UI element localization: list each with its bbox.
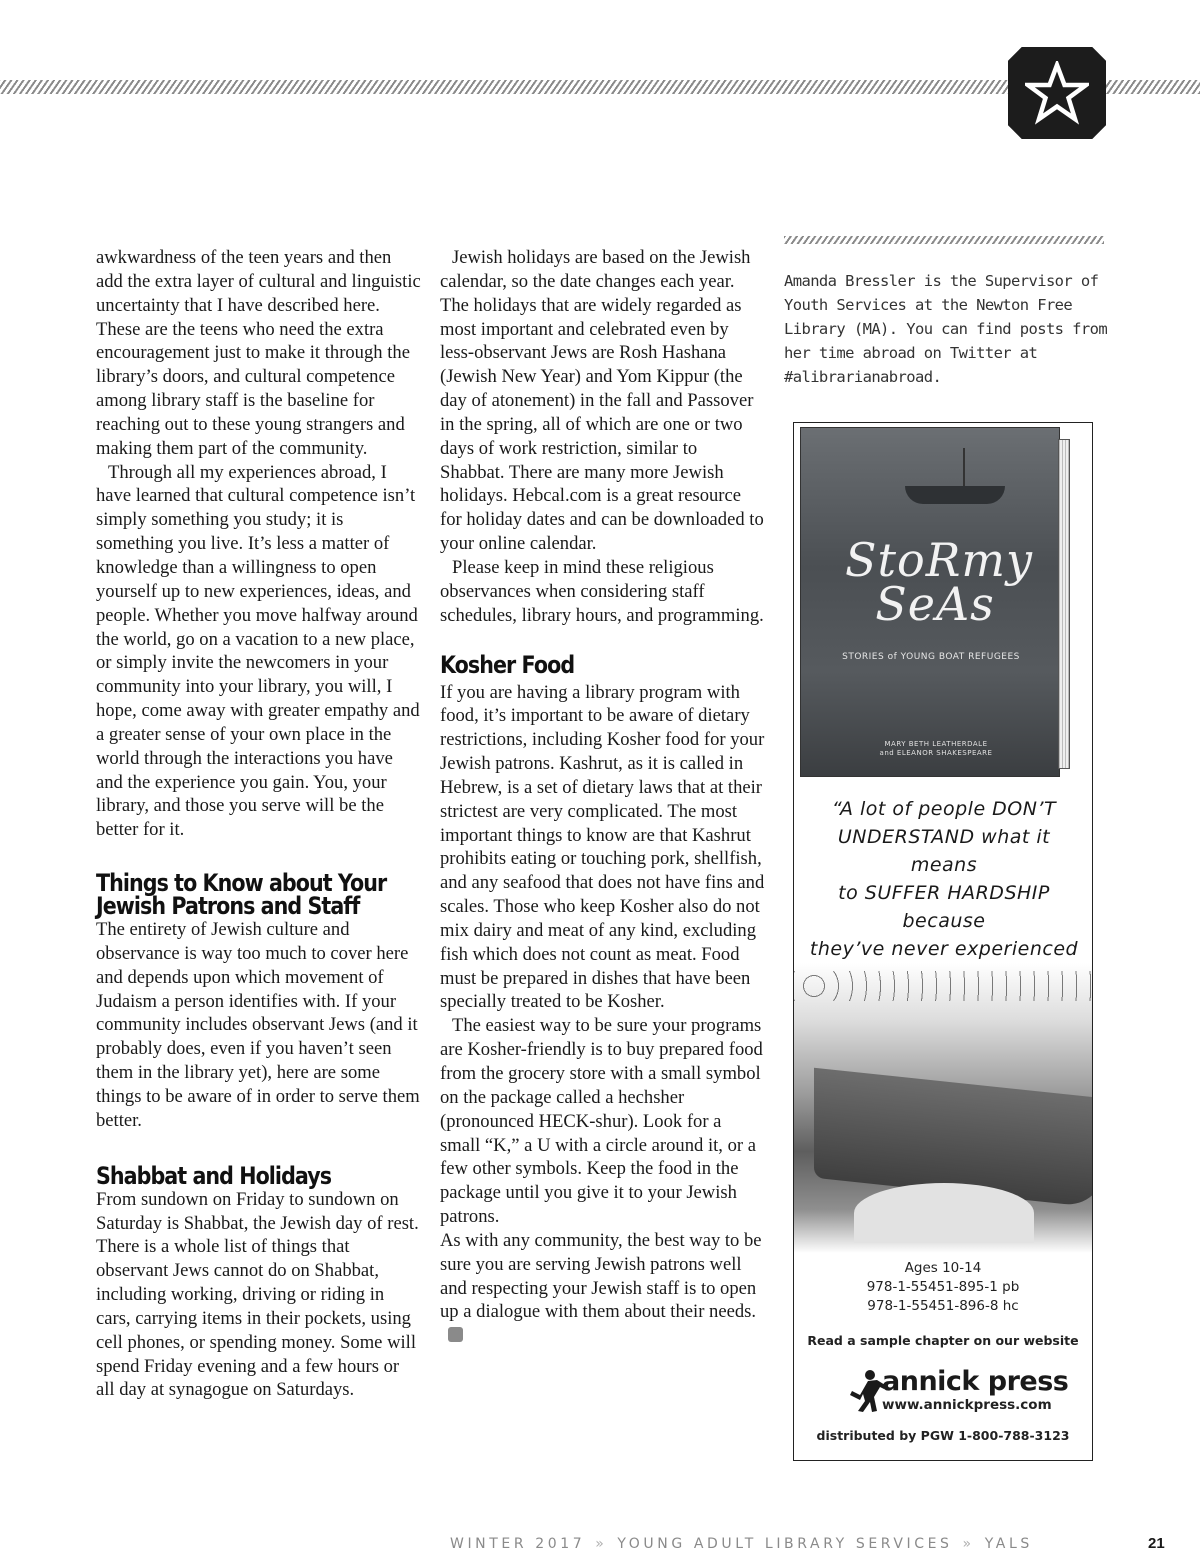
barbed-wire-graphic	[794, 971, 1092, 1001]
body-paragraph: If you are having a library program with food, it’s important to be aware of dietary restrictions, including Kosher food for your Jewish patrons. Kashrut, as it is called in Hebrew, is a set of dietary laws that at their strictest are very complicated. The most important things to know are that Kashrut prohibits eating or touching pork, shellfish, and any seafood that does not have fins and scales. Those who keep Kosher also do not mix dairy and meat of any kind, excluding fish which does not count as meat. Food must be prepared in dishes that have been specially treated to be Kosher.	[440, 681, 765, 1013]
section-heading-shabbat: Shabbat and Holidays	[96, 1161, 332, 1190]
top-decorative-stripe	[0, 80, 1010, 94]
cover-title	[845, 533, 1033, 631]
book-page-edges	[1058, 439, 1070, 769]
quote-line: “A lot of people DON’T	[831, 798, 1057, 820]
section-heading-kosher: Kosher Food	[440, 650, 575, 679]
book-cover	[800, 427, 1060, 777]
cover-boat-mast	[963, 448, 965, 488]
body-paragraph: Jewish holidays are based on the Jewish calendar, so the date changes each year. The holidays that are widely regarded as most important and celebrated even by less-observant Jews are Rosh Hashana (Jewish New Year) and Yom Kippur (the day of atonement) in the fall and Passover in the spring, all of which are one or two days of work restriction, similar to Shabbat. There are many more Jewish holidays. Hebcal.com is a great resource for holiday dates and can be downloaded to your online calendar.	[440, 247, 764, 555]
footer-separator: »	[962, 1536, 975, 1552]
age-range: Ages 10-14	[904, 1260, 982, 1276]
sample-chapter-note: Read a sample chapter on our website	[807, 1333, 1079, 1348]
refugee-boat-photo	[794, 963, 1092, 1253]
body-paragraph: From sundown on Friday to sundown on Saturday is Shabbat, the Jewish day of rest. There is a whole list of things that observant Jews cannot do on Shabbat, including working, driving or riding in cars, carrying items in their pockets, using cell phones, or spending money. Some will spend Friday evening and a few hours or all day at synagogue on Saturdays.	[96, 1188, 419, 1401]
isbn-paperback: 978-1-55451-895-1 pb	[866, 1279, 1020, 1295]
cover-boat-illustration	[905, 486, 1005, 504]
article-column-2	[440, 246, 766, 1348]
author-bio: Amanda Bressler is the Supervisor of Youth Services at the Newton Free Library (MA). You can find posts from her time abroad on Twitter at #alibrarianabroad.	[784, 272, 1108, 386]
bio-decorative-stripe	[784, 236, 1104, 244]
star-badge	[1008, 47, 1106, 139]
end-square-icon	[448, 1327, 463, 1342]
book-advertisement	[793, 422, 1093, 1461]
hand-graphic	[854, 1183, 1034, 1243]
cover-subtitle: STORIES of YOUNG BOAT REFUGEES	[842, 652, 1020, 662]
cover-authors	[861, 740, 1011, 758]
heading-line: Jewish Patrons and Staff	[96, 892, 360, 921]
quote-line: to SUFFER HARDSHIP because	[838, 882, 1050, 932]
footer-short-title: YALS	[984, 1536, 1033, 1552]
body-paragraph: The entirety of Jewish culture and observance is way too much to cover here and depends upon which movement of Judaism a person identifies with. If your community includes observant Jews (and it probably does, even if you haven’t seen them in the library yet), here are some things to be aware of in order to serve them better.	[96, 919, 420, 1131]
cover-title-line: StoRmy	[845, 533, 1033, 587]
article-column-1	[96, 246, 422, 1402]
isbn-hardcover: 978-1-55451-896-8 hc	[867, 1298, 1019, 1314]
star-icon	[1025, 61, 1089, 125]
quote-line: UNDERSTAND what it means	[837, 826, 1051, 876]
page-number: 21	[1148, 1535, 1165, 1552]
footer-season: WINTER 2017	[450, 1536, 586, 1552]
cover-author: and ELEANOR SHAKESPEARE	[879, 749, 993, 757]
footer-separator: »	[595, 1536, 608, 1552]
annick-press-logo	[846, 1369, 886, 1413]
section-heading-jewish-patrons	[96, 869, 422, 921]
heading-line: Things to Know about Your	[96, 869, 387, 898]
distributor-info: distributed by PGW 1-800-788-3123	[816, 1428, 1070, 1443]
publisher-name: annick press	[882, 1366, 1069, 1397]
page-footer	[450, 1536, 1033, 1552]
body-text: As with any community, the best way to be sure you are serving Jewish patrons well and respecting your Jewish staff is to open up a dialogue with them about their needs.	[440, 1229, 762, 1323]
publisher-url[interactable]: www.annickpress.com	[882, 1397, 1052, 1413]
cover-author: MARY BETH LEATHERDALE	[884, 740, 988, 748]
footer-magazine: YOUNG ADULT LIBRARY SERVICES	[617, 1536, 953, 1552]
body-paragraph: The easiest way to be sure your programs are Kosher-friendly is to buy prepared food from the grocery store with a small symbol on the package called a hechsher (pronounced HECK-shur). Look for a small “K,” a U with a circle around it, or a few other symbols. Keep the food in the package until you give it to your Jewish patrons.	[440, 1015, 763, 1228]
cover-title-line: SeAs	[875, 577, 995, 631]
final-paragraph	[440, 1229, 766, 1348]
quote-line: they’ve never experienced	[809, 938, 1079, 960]
body-paragraph: Please keep in mind these religious observances when considering staff schedules, library hours, and programming.	[440, 556, 764, 626]
body-paragraph: Through all my experiences abroad, I have learned that cultural competence isn’t simply something you study; it is something you live. It’s less a matter of knowledge than a willingness to open yourself up to new experiences, ideas, and people. Whether you move halfway around the world, go on a vacation to a new place, or simply invite the newcomers in your community into your library, you will, I hope, come away with greater empathy and a greater sense of your own place in the world through the interactions you have and the experience you gain. You, your library, and those you serve will be the better for it.	[96, 461, 420, 841]
book-details	[794, 1259, 1092, 1316]
top-decorative-stripe-right	[1105, 80, 1200, 94]
body-paragraph: awkwardness of the teen years and then add the extra layer of cultural and linguistic uncertainty that I have described here. These are the teens who need the extra encouragement just to make it through the library’s doors, and cultural competence among library staff is the baseline for reaching out to these young strangers and making them part of the community.	[96, 247, 421, 459]
